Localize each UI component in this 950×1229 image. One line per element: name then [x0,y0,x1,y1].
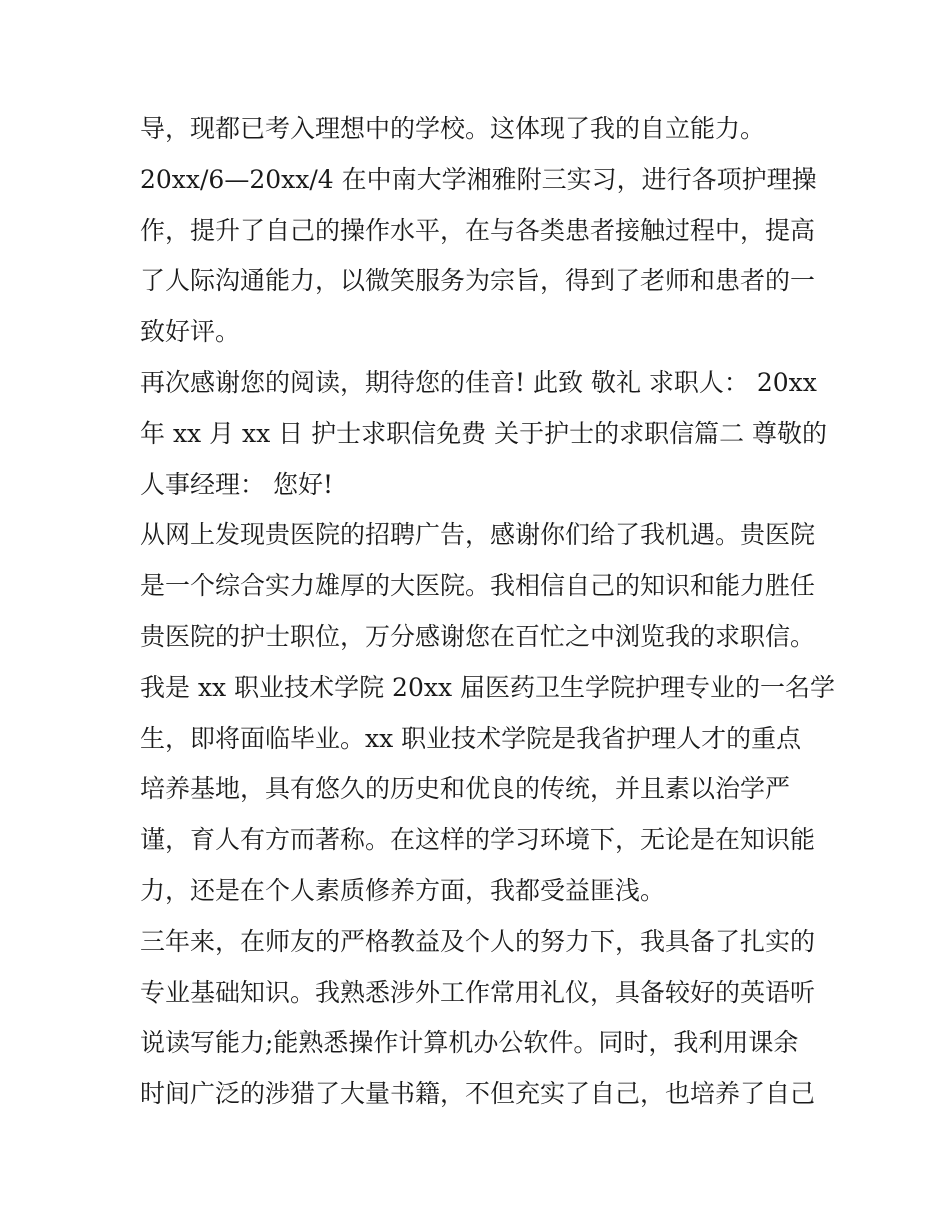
text-line: 20xx/6—20xx/4 在中南大学湘雅附三实习，进行各项护理操 [140,164,817,194]
text-line: 贵医院的护士职位，万分感谢您在百忙之中浏览我的求职信。 [140,621,816,651]
text-line: 再次感谢您的阅读，期待您的佳音! 此致 敬礼 求职人： 20xx [140,367,817,397]
text-line: 作，提升了自己的操作水平，在与各类患者接触过程中，提高 [140,215,816,245]
text-line: 了人际沟通能力，以微笑服务为宗旨，得到了老师和患者的一 [140,266,816,296]
text-line: 致好评。 [140,317,241,347]
text-line: 三年来，在师友的严格教益及个人的努力下，我具备了扎实的 [140,926,816,956]
text-line: 生，即将面临毕业。xx 职业技术学院是我省护理人才的重点 [140,723,802,753]
text-line: 培养基地，具有悠久的历史和优良的传统，并且素以治学严 [140,774,791,804]
text-line: 人事经理： 您好! [140,469,333,499]
text-line: 我是 xx 职业技术学院 20xx 届医药卫生学院护理专业的一名学 [140,672,835,702]
text-line: 从网上发现贵医院的招聘广告，感谢你们给了我机遇。贵医院 [140,520,816,550]
text-line: 力，还是在个人素质修养方面，我都受益匪浅。 [140,875,666,905]
document-body [140,104,835,1120]
text-line: 专业基础知识。我熟悉涉外工作常用礼仪，具备较好的英语听 [140,977,816,1007]
text-line: 年 xx 月 xx 日 护士求职信免费 关于护士的求职信篇二 尊敬的 [140,418,828,448]
text-line: 说读写能力;能熟悉操作计算机办公软件。同时，我利用课余 [140,1028,799,1058]
text-line: 导，现都已考入理想中的学校。这体现了我的自立能力。 [140,114,766,143]
text-line: 谨，育人有方而著称。在这样的学习环境下，无论是在知识能 [140,825,816,855]
text-line: 时间广泛的涉猎了大量书籍，不但充实了自己，也培养了自己 [140,1079,816,1109]
text-line: 是一个综合实力雄厚的大医院。我相信自己的知识和能力胜任 [140,571,816,601]
